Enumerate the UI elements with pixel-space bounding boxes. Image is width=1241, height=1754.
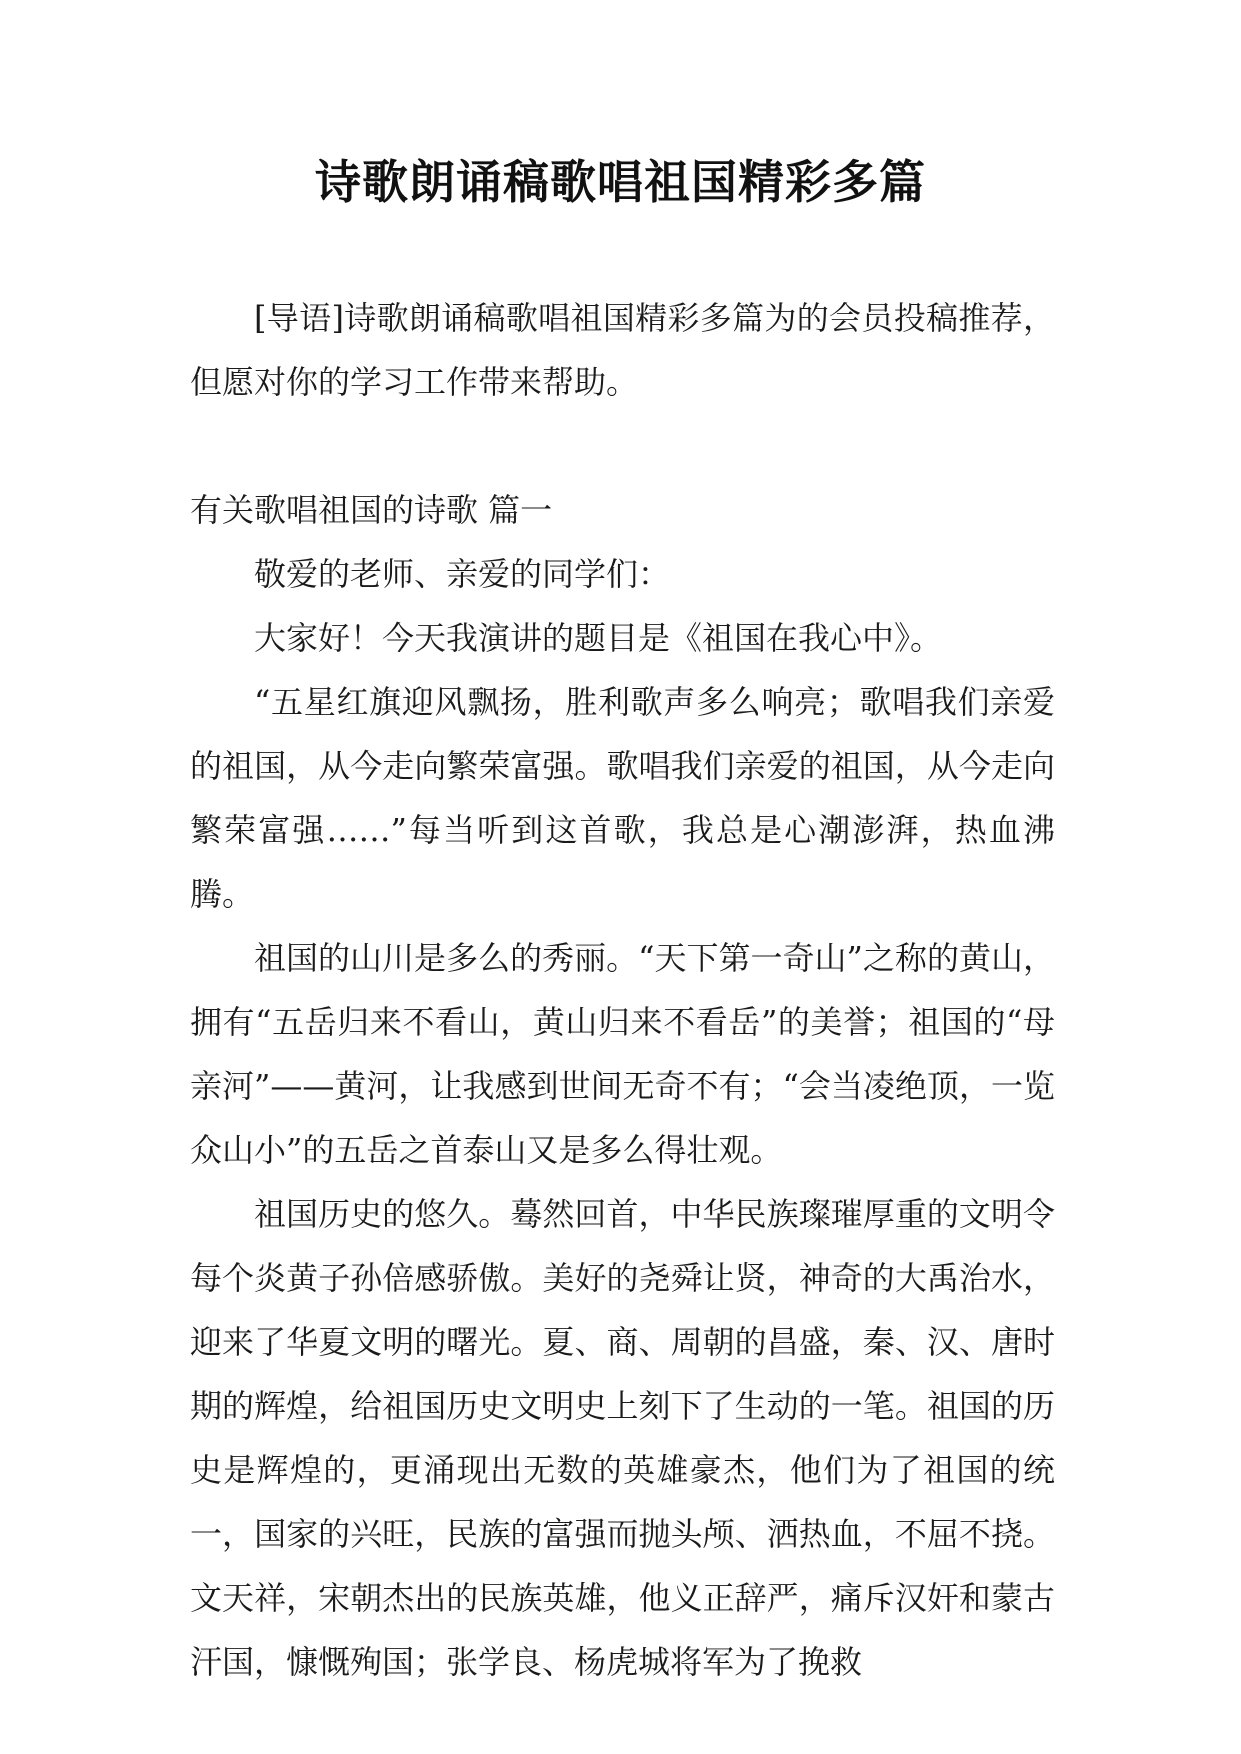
body-paragraph: 敬爱的老师、亲爱的同学们： (254, 555, 671, 593)
intro-paragraph: [导语]诗歌朗诵稿歌唱祖国精彩多篇为的会员投稿推荐，但愿对你的学习工作带来帮助。 (190, 299, 1055, 401)
section-heading: 有关歌唱祖国的诗歌 篇一 (190, 491, 553, 529)
body-paragraph: 祖国历史的悠久。蓦然回首，中华民族璨璀厚重的文明令每个炎黄子孙倍感骄傲。美好的尧舜让贤，神奇的大禹治水，迎来了华夏文明的曙光。夏、商、周朝的昌盛，秦、汉、唐时期的辉煌，给祖国历史文明史上刻下了生动的一笔。祖国的历史是辉煌的，更涌现出无数的英雄豪杰，他们为了祖国的统一，国家的兴旺，民族的富强而抛头颅、洒热血，不屈不挠。文天祥，宋朝杰出的民族英雄，他义正辞严，痛斥汉奸和蒙古汗国，慷慨殉国；张学良、杨虎城将军为了挽救 (190, 1195, 1055, 1681)
body-paragraph: 祖国的山川是多么的秀丽。“天下第一奇山”之称的黄山，拥有“五岳归来不看山，黄山归来不看岳”的美誉；祖国的“母亲河”——黄河，让我感到世间无奇不有；“会当凌绝顶，一览众山小”的五岳之首泰山又是多么得壮观。 (190, 939, 1055, 1169)
body-paragraph: 大家好！今天我演讲的题目是《祖国在我心中》。 (254, 619, 943, 657)
document-body (190, 286, 1055, 1694)
document-title: 诗歌朗诵稿歌唱祖国精彩多篇 (315, 155, 926, 209)
body-paragraph: “五星红旗迎风飘扬，胜利歌声多么响亮；歌唱我们亲爱的祖国，从今走向繁荣富强。歌唱我们亲爱的祖国，从今走向繁荣富强……”每当听到这首歌，我总是心潮澎湃，热血沸腾。 (190, 683, 1055, 913)
